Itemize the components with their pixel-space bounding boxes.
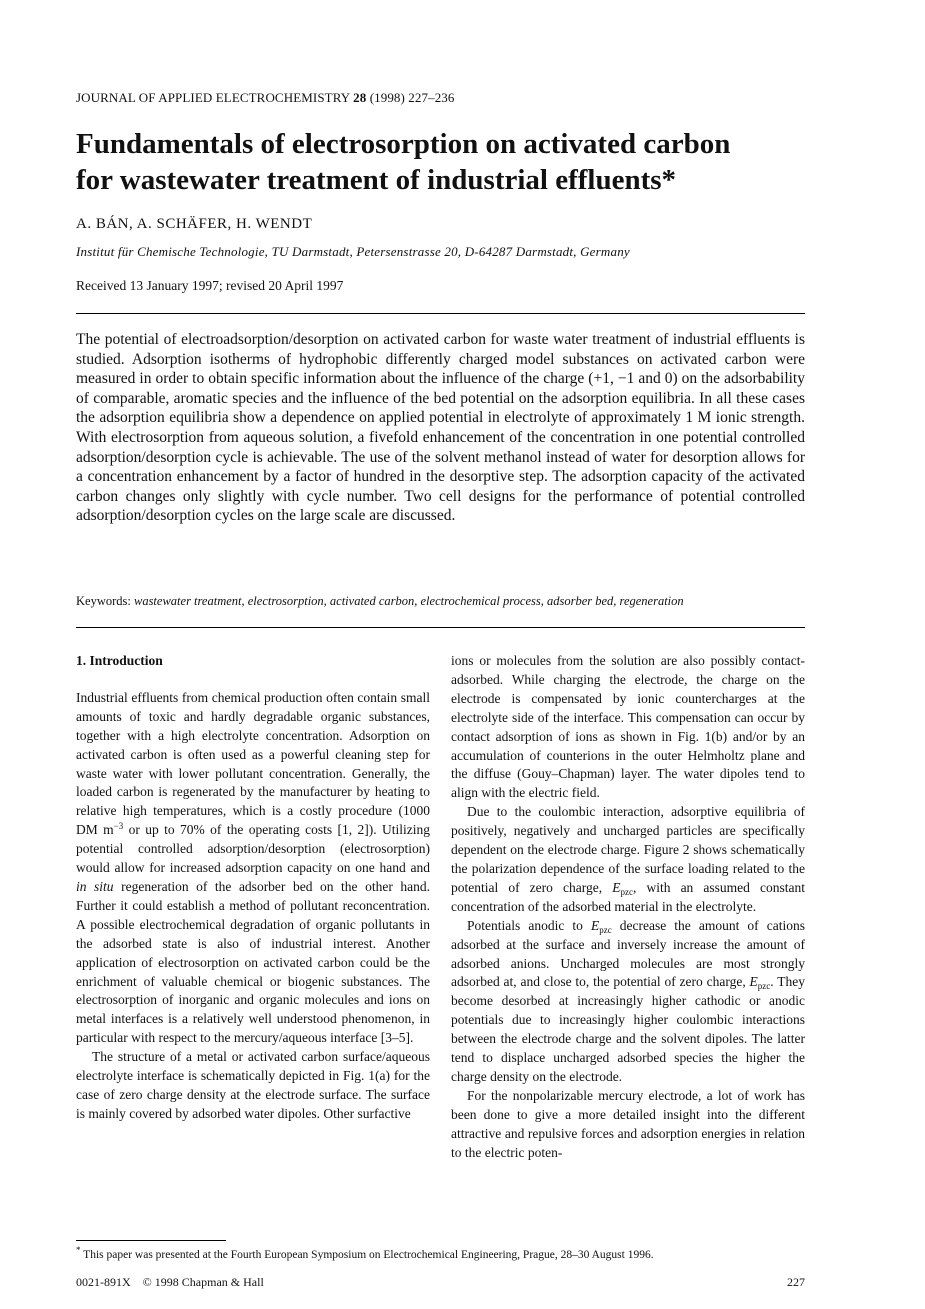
title-line-2: for wastewater treatment of industrial effluents* bbox=[76, 164, 677, 196]
intro-p1-italic: in situ bbox=[76, 878, 114, 894]
copyright: © 1998 Chapman & Hall bbox=[142, 1275, 264, 1289]
e-subscript: pzc bbox=[620, 886, 633, 897]
e-subscript: pzc bbox=[757, 981, 771, 992]
left-column bbox=[76, 652, 430, 1124]
intro-p4-part-b: , with an assumed constant concentration of the adsorbed material in the electrolyte. bbox=[451, 879, 805, 914]
epzc-symbol bbox=[612, 880, 633, 895]
e-subscript: pzc bbox=[599, 924, 612, 935]
keywords-terms: wastewater treatment, electrosorption, activated carbon, electrochemical process, adsorber bed, regeneration bbox=[133, 594, 684, 608]
divider-body bbox=[76, 627, 805, 628]
section-heading-introduction: 1. Introduction bbox=[76, 653, 163, 668]
journal-header bbox=[76, 90, 455, 106]
intro-p1-part-c: regeneration of the adsorber bed on the other hand. Further it could establish a method of pollutant reconcentration. A possible electrochemical degradation of organic pollutants in the adsorbed state is also of industrial interest. Another application of electrosorption on activated carbon could be the enrichment of valuable chemical or biogenic substances. The electrosorption of inorganic and organic molecules and ions on metal interfaces is a relatively well understood phenomenon, in particular with respect to the mercury/aqueous interface [3–5]. bbox=[76, 878, 430, 1046]
intro-p5-part-b: decrease the amount of cations adsorbed at the surface and inversely increase the amount of adsorbed anions. Uncharged molecules are most strongly adsorbed at, and close to, the potential of zero charge, bbox=[451, 917, 805, 990]
keywords bbox=[76, 594, 805, 609]
footnote-marker: * bbox=[76, 1245, 81, 1255]
intro-p5-part-a: Potentials anodic to bbox=[467, 917, 591, 933]
intro-p1-part-b: or up to 70% of the operating costs [1, 2]). Utilizing potential controlled adsorption/desorption (electrosorption) would allow for increased adsorption capacity on one hand and bbox=[76, 822, 430, 876]
journal-name: JOURNAL OF APPLIED ELECTROCHEMISTRY bbox=[76, 90, 350, 105]
received-dates: Received 13 January 1997; revised 20 April 1997 bbox=[76, 278, 344, 293]
authors: A. BÁN, A. SCHÄFER, H. WENDT bbox=[76, 216, 313, 232]
epzc-symbol bbox=[749, 974, 771, 992]
journal-year-pages: (1998) 227–236 bbox=[369, 90, 455, 105]
intro-paragraph-5 bbox=[451, 917, 805, 1087]
abstract: The potential of electroadsorption/desorption on activated carbon for waste water treatment of industrial effluents is studied. Adsorption isotherms of hydrophobic differently charged model substances on activated carbon were measured in order to obtain specific information about the influence of the charge (+1, −1 and 0) on the adsorbability of comparable, aromatic species and the influence of the bed potential on the adsorption equilibria. In all these cases the adsorption equilibria show a dependence on applied potential in electrolyte of approximately 1 M ionic strength. With electrosorption from aqueous solution, a fivefold enhancement of the concentration in one potential controlled adsorption/desorption cycle is achievable. The use of the solvent methanol instead of water for desorption allows for a concentration enhancement by a factor of hundred in the desorptive step. The adsorption capacity of the activated carbon changes only slightly with cycle number. Two cell designs for the performance of potential controlled adsorption/desorption cycles on the large scale are discussed. bbox=[76, 331, 805, 525]
intro-paragraph-1 bbox=[76, 689, 430, 1048]
intro-p1-exponent: −3 bbox=[113, 821, 124, 832]
intro-paragraph-6: For the nonpolarizable mercury electrode, a lot of work has been done to give a more detailed insight into the different attractive and repulsive forces and adsorption energies in relation to the electric poten- bbox=[451, 1087, 805, 1160]
e-symbol: E bbox=[590, 917, 600, 933]
divider-top bbox=[76, 313, 805, 314]
intro-p5-part-c: . They become desorbed at increasingly higher cathodic or anodic potentials due to increasingly higher coulombic interactions between the electrode charge and the solvent dipoles. The latter tend to displace uncharged adsorbed species the higher the charge density on the electrode. bbox=[451, 974, 805, 1084]
affiliation: Institut für Chemische Technologie, TU Darmstadt, Petersenstrasse 20, D-64287 Darmstadt, Germany bbox=[76, 244, 630, 259]
intro-p4-part-a: Due to the coulombic interaction, adsorptive equilibria of positively, negatively and uncharged particles are specifically dependent on the electrode charge. Figure 2 shows schematically the polarization dependence of the surface loading related to the potential of zero charge, bbox=[451, 804, 805, 895]
title-line-1: Fundamentals of electrosorption on activated carbon bbox=[76, 128, 731, 160]
epzc-symbol bbox=[591, 918, 612, 933]
intro-paragraph-2: The structure of a metal or activated carbon surface/aqueous electrolyte interface is schematically depicted in Fig. 1(a) for the case of zero charge density at the electrode surface. The surface is mainly covered by adsorbed water dipoles. Other surfactive bbox=[76, 1049, 430, 1121]
e-symbol: E bbox=[749, 974, 758, 990]
paper-title bbox=[76, 126, 856, 198]
keywords-label: Keywords: bbox=[76, 594, 131, 608]
journal-volume: 28 bbox=[353, 90, 367, 105]
footnote bbox=[76, 1245, 654, 1261]
page-number: 227 bbox=[787, 1275, 805, 1289]
footnote-text: This paper was presented at the Fourth European Symposium on Electrochemical Engineering, Prague, 28–30 August 1996. bbox=[83, 1249, 654, 1261]
intro-paragraph-4 bbox=[451, 803, 805, 916]
e-symbol: E bbox=[612, 879, 621, 895]
intro-p1-part-a: Industrial effluents from chemical production often contain small amounts of toxic and hardly degradable organic substances, together with a high electrolyte concentration. Adsorption on activated carbon is often used as a powerful cleaning step for waste water with lower pollutant concentration. Generally, the loaded carbon is regenerated by the manufacturer by heating to relative high temperatures, which is a costly procedure (1000 DM m bbox=[76, 689, 430, 838]
right-column bbox=[451, 652, 805, 1162]
footer-issn bbox=[76, 1275, 264, 1290]
footnote-rule bbox=[76, 1240, 226, 1241]
intro-paragraph-3: ions or molecules from the solution are also possibly contact-adsorbed. While charging the electrode, the charge on the electrode is compensated by ionic countercharges at the electrolyte side of the interface. This compensation can occur by contact adsorption of ions as shown in Fig. 1(b) and/or by an accumulation of counterions in the outer Helmholtz plane and the diffuse (Gouy–Chapman) layer. The water dipoles tend to align with the electric field. bbox=[451, 653, 805, 801]
issn: 0021-891X bbox=[76, 1275, 131, 1289]
